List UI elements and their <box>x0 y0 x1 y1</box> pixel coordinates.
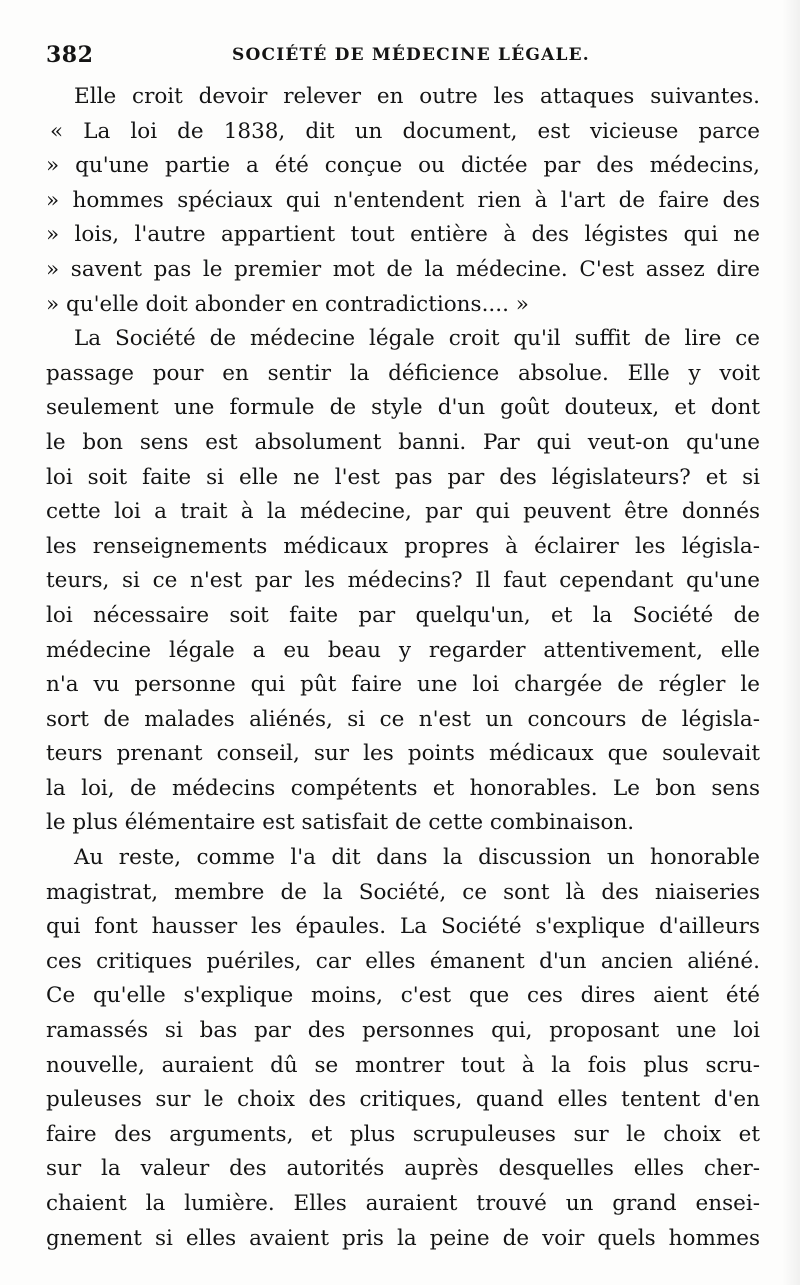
text-line: médecine légale a eu beau y regarder attentivement, elle <box>46 637 760 663</box>
text-line: puleuses sur le choix des critiques, quand elles tentent d'en <box>46 1087 760 1113</box>
text-line: cette loi a trait à la médecine, par qui peuvent être donnés <box>46 499 760 525</box>
text-line: nouvelle, auraient dû se montrer tout à la fois plus scru- <box>46 1052 760 1078</box>
text-line: faire des arguments, et plus scrupuleuses sur le choix et <box>46 1121 760 1147</box>
text-line: ces critiques puériles, car elles émanent d'un ancien aliéné. <box>46 948 760 974</box>
text-line: chaient la lumière. Elles auraient trouvé un grand ensei- <box>46 1191 760 1216</box>
text-line: n'a vu personne qui pût faire une loi chargée de régler le <box>46 672 760 698</box>
text-line: qui font hausser les épaules. La Société s'explique d'ailleurs <box>46 914 760 940</box>
text-line: « La loi de 1838, dit un document, est vicieuse parce <box>50 118 760 144</box>
text-line: ramassés si bas par des personnes qui, proposant une loi <box>46 1018 760 1044</box>
text-line: seulement une formule de style d'un goût douteux, et dont <box>46 395 760 421</box>
text-line: sort de malades aliénés, si ce n'est un concours de législa- <box>46 706 760 732</box>
text-line: les renseignements médicaux propres à éclairer les législa- <box>46 533 760 559</box>
text-line: Ce qu'elle s'explique moins, c'est que ces dires aient été <box>46 983 760 1009</box>
text-line: Elle croit devoir relever en outre les attaques suivantes. <box>74 84 760 109</box>
text-line: » qu'une partie a été conçue ou dictée par des médecins, <box>46 153 760 179</box>
text-line: loi soit faite si elle ne l'est pas par des législateurs? et si <box>46 464 760 490</box>
text-line: la loi, de médecins compétents et honorables. Le bon sens <box>46 775 760 801</box>
text-line: le bon sens est absolument banni. Par qui veut-on qu'une <box>46 429 760 455</box>
text-line: le plus élémentaire est satisfait de cette combinaison. <box>46 810 635 836</box>
page-number: 382 <box>46 42 94 68</box>
text-line: » savent pas le premier mot de la médecine. C'est assez dire <box>46 256 760 282</box>
text-line: » lois, l'autre appartient tout entière à des légistes qui ne <box>46 222 760 248</box>
text-line: teurs prenant conseil, sur les points médicaux que soulevait <box>46 741 760 767</box>
text-line: passage pour en sentir la déficience absolue. Elle y voit <box>46 360 760 386</box>
text-line: Au reste, comme l'a dit dans la discussion un honorable <box>74 845 760 871</box>
text-line: magistrat, membre de la Société, ce sont là des niaiseries <box>46 879 760 905</box>
text-line: » hommes spéciaux qui n'entendent rien à l'art de faire des <box>46 187 760 213</box>
text-line: sur la valeur des autorités auprès desquelles elles cher- <box>46 1156 760 1182</box>
text-line: La Société de médecine légale croit qu'il suffit de lire ce <box>74 326 760 352</box>
text-line: » qu'elle doit abonder en contradictions.... » <box>46 291 529 317</box>
text-line: teurs, si ce n'est par les médecins? Il faut cependant qu'une <box>46 568 760 594</box>
body-text <box>46 80 760 1256</box>
running-head: SOCIÉTÉ DE MÉDECINE LÉGALE. <box>232 45 590 65</box>
text-line: gnement si elles avaient pris la peine de voir quels hommes <box>46 1225 760 1251</box>
text-line: loi nécessaire soit faite par quelqu'un, et la Société de <box>46 602 760 628</box>
page-header <box>46 40 760 70</box>
scan-edge-shadow <box>782 0 800 1285</box>
